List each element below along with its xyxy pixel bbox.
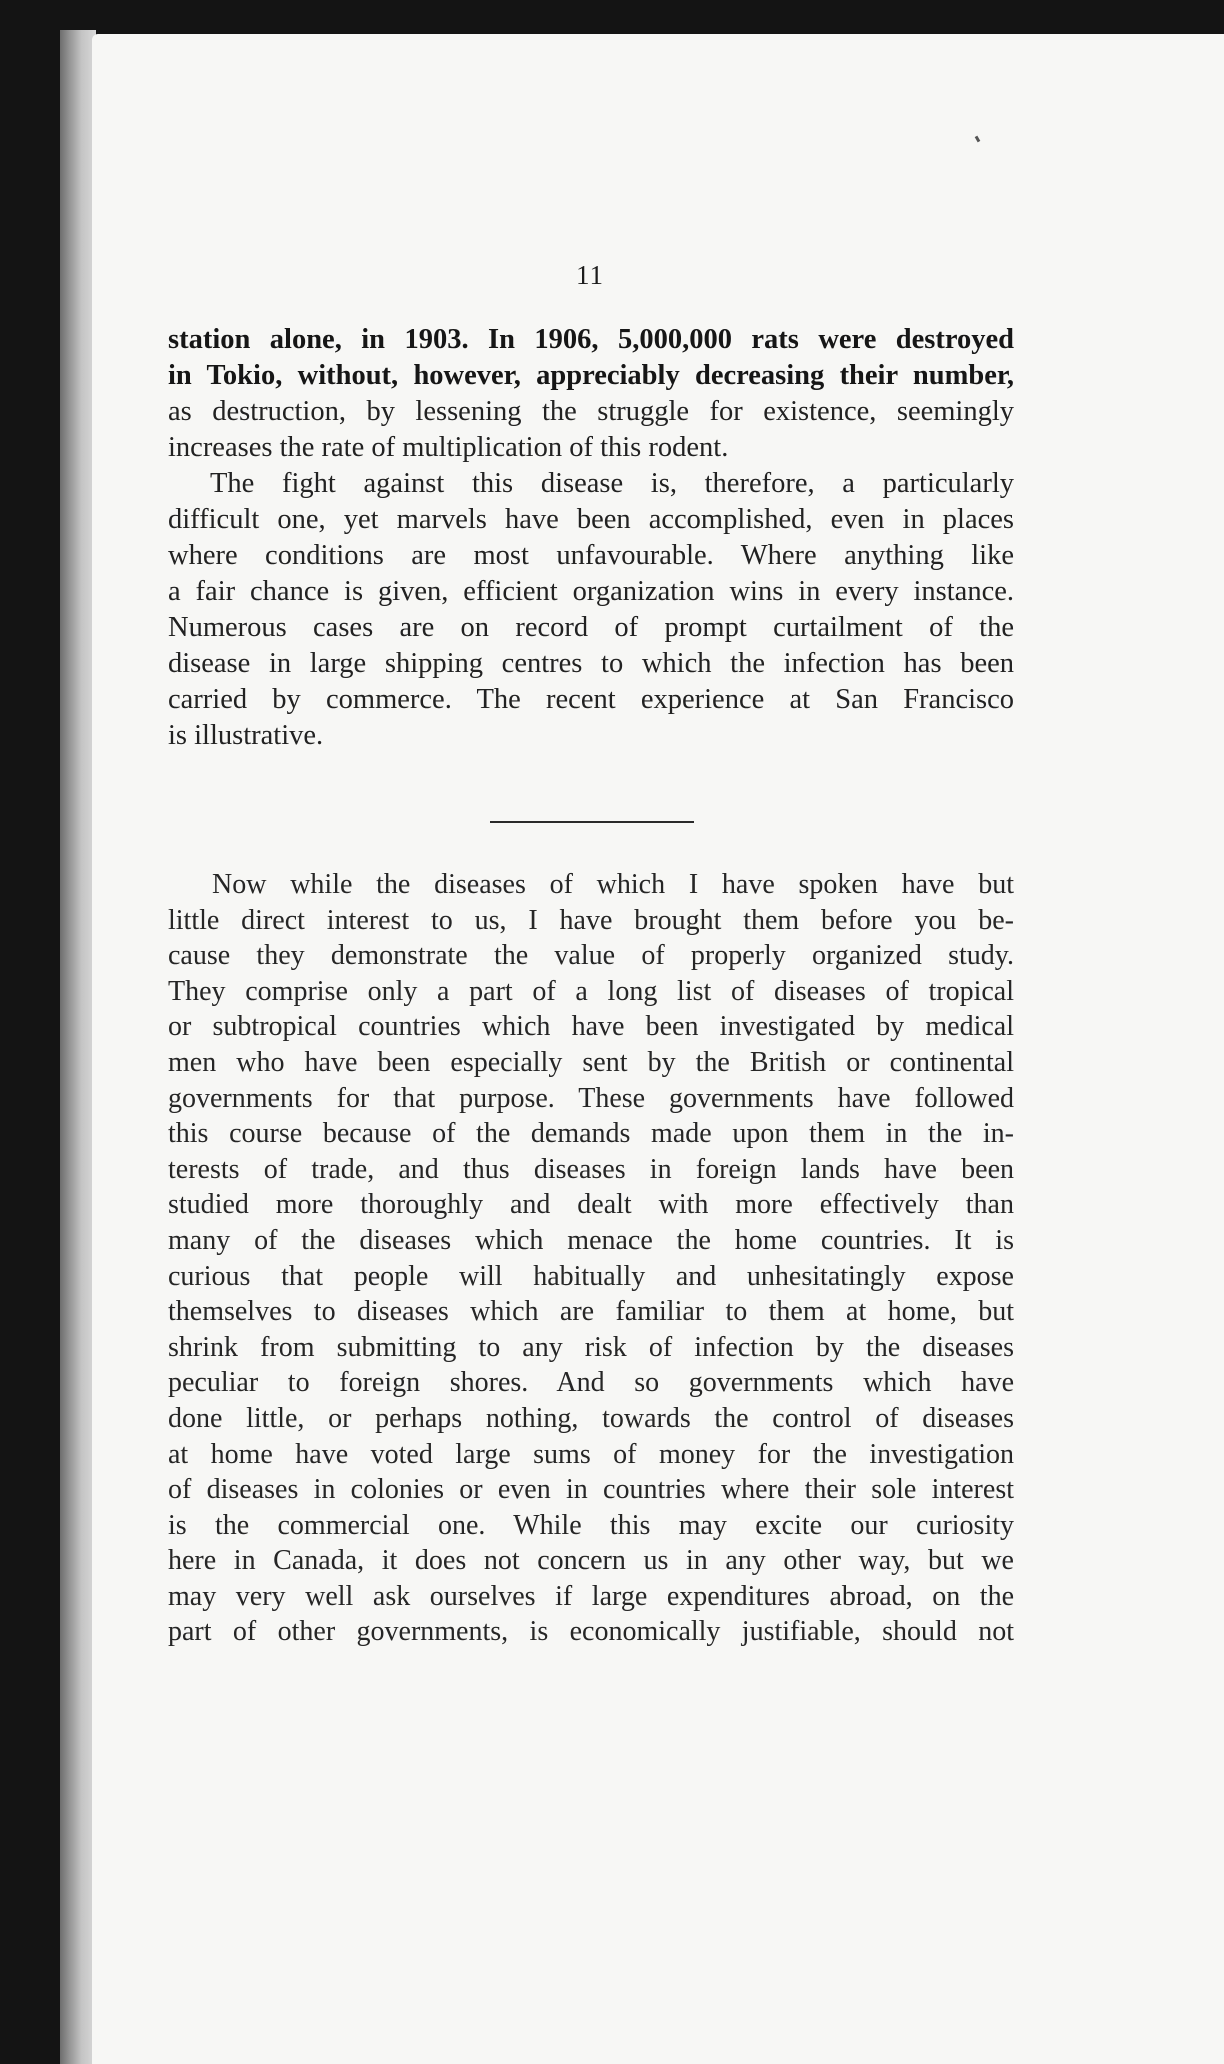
text-line: increases the rate of multiplication of this rodent.	[168, 432, 729, 463]
text-line: little direct interest to us, I have brought them before you be-	[168, 904, 1014, 936]
text-line: carried by commerce. The recent experience at San Francisco	[168, 684, 1014, 715]
text-line: Numerous cases are on record of prompt curtailment of the	[168, 612, 1014, 643]
text-line: where conditions are most unfavourable. Where anything like	[168, 540, 1014, 571]
text-line: themselves to diseases which are familiar to them at home, but	[168, 1296, 1014, 1328]
text-line: difficult one, yet marvels have been accomplished, even in places	[168, 504, 1014, 535]
plague-paragraph	[168, 466, 1014, 754]
text-line: station alone, in 1903. In 1906, 5,000,000 rats were destroyed	[168, 324, 1014, 355]
text-line: studied more thoroughly and dealt with more effectively than	[168, 1189, 1014, 1221]
stray-ink-mark	[975, 136, 981, 143]
text-line: cause they demonstrate the value of properly organized study.	[168, 940, 1014, 972]
main-paragraph	[168, 867, 1014, 1650]
text-line: curious that people will habitually and unhesitatingly expose	[168, 1260, 1014, 1292]
text-line: of diseases in colonies or even in countries where their sole interest	[168, 1474, 1014, 1506]
text-line: part of other governments, is economically justifiable, should not	[168, 1616, 1014, 1648]
text-line: a fair chance is given, efficient organization wins in every instance.	[168, 576, 1014, 607]
text-line: terests of trade, and thus diseases in foreign lands have been	[168, 1153, 1014, 1185]
text-line: or subtropical countries which have been investigated by medical	[168, 1011, 1014, 1043]
page-number: 11	[576, 260, 604, 290]
text-line: Now while the diseases of which I have spoken have but	[212, 869, 1014, 900]
text-line: many of the diseases which menace the home countries. It is	[168, 1224, 1014, 1256]
text-line: done little, or perhaps nothing, towards the control of diseases	[168, 1402, 1014, 1434]
book-binding-edge	[60, 30, 96, 2064]
text-line: is the commercial one. While this may excite our curiosity	[168, 1509, 1014, 1541]
text-line: disease in large shipping centres to which the infection has been	[168, 648, 1014, 679]
text-line: peculiar to foreign shores. And so governments which have	[168, 1367, 1014, 1399]
text-line: is illustrative.	[168, 720, 324, 751]
section-divider	[490, 821, 694, 823]
text-line: in Tokio, without, however, appreciably decreasing their number,	[168, 360, 1014, 391]
text-line: They comprise only a part of a long list of diseases of tropical	[168, 975, 1014, 1007]
text-line: may very well ask ourselves if large expenditures abroad, on the	[168, 1580, 1014, 1612]
text-line: as destruction, by lessening the struggle for existence, seemingly	[168, 396, 1014, 427]
text-line: this course because of the demands made upon them in the in-	[168, 1118, 1014, 1150]
text-line: men who have been especially sent by the British or continental	[168, 1046, 1014, 1078]
text-line: shrink from submitting to any risk of infection by the diseases	[168, 1331, 1014, 1363]
top-paragraph	[168, 322, 1014, 466]
text-line: at home have voted large sums of money for the investigation	[168, 1438, 1014, 1470]
text-line: here in Canada, it does not concern us in any other way, but we	[168, 1545, 1014, 1577]
text-line: governments for that purpose. These governments have followed	[168, 1082, 1014, 1114]
text-line: The fight against this disease is, therefore, a particularly	[210, 468, 1014, 499]
